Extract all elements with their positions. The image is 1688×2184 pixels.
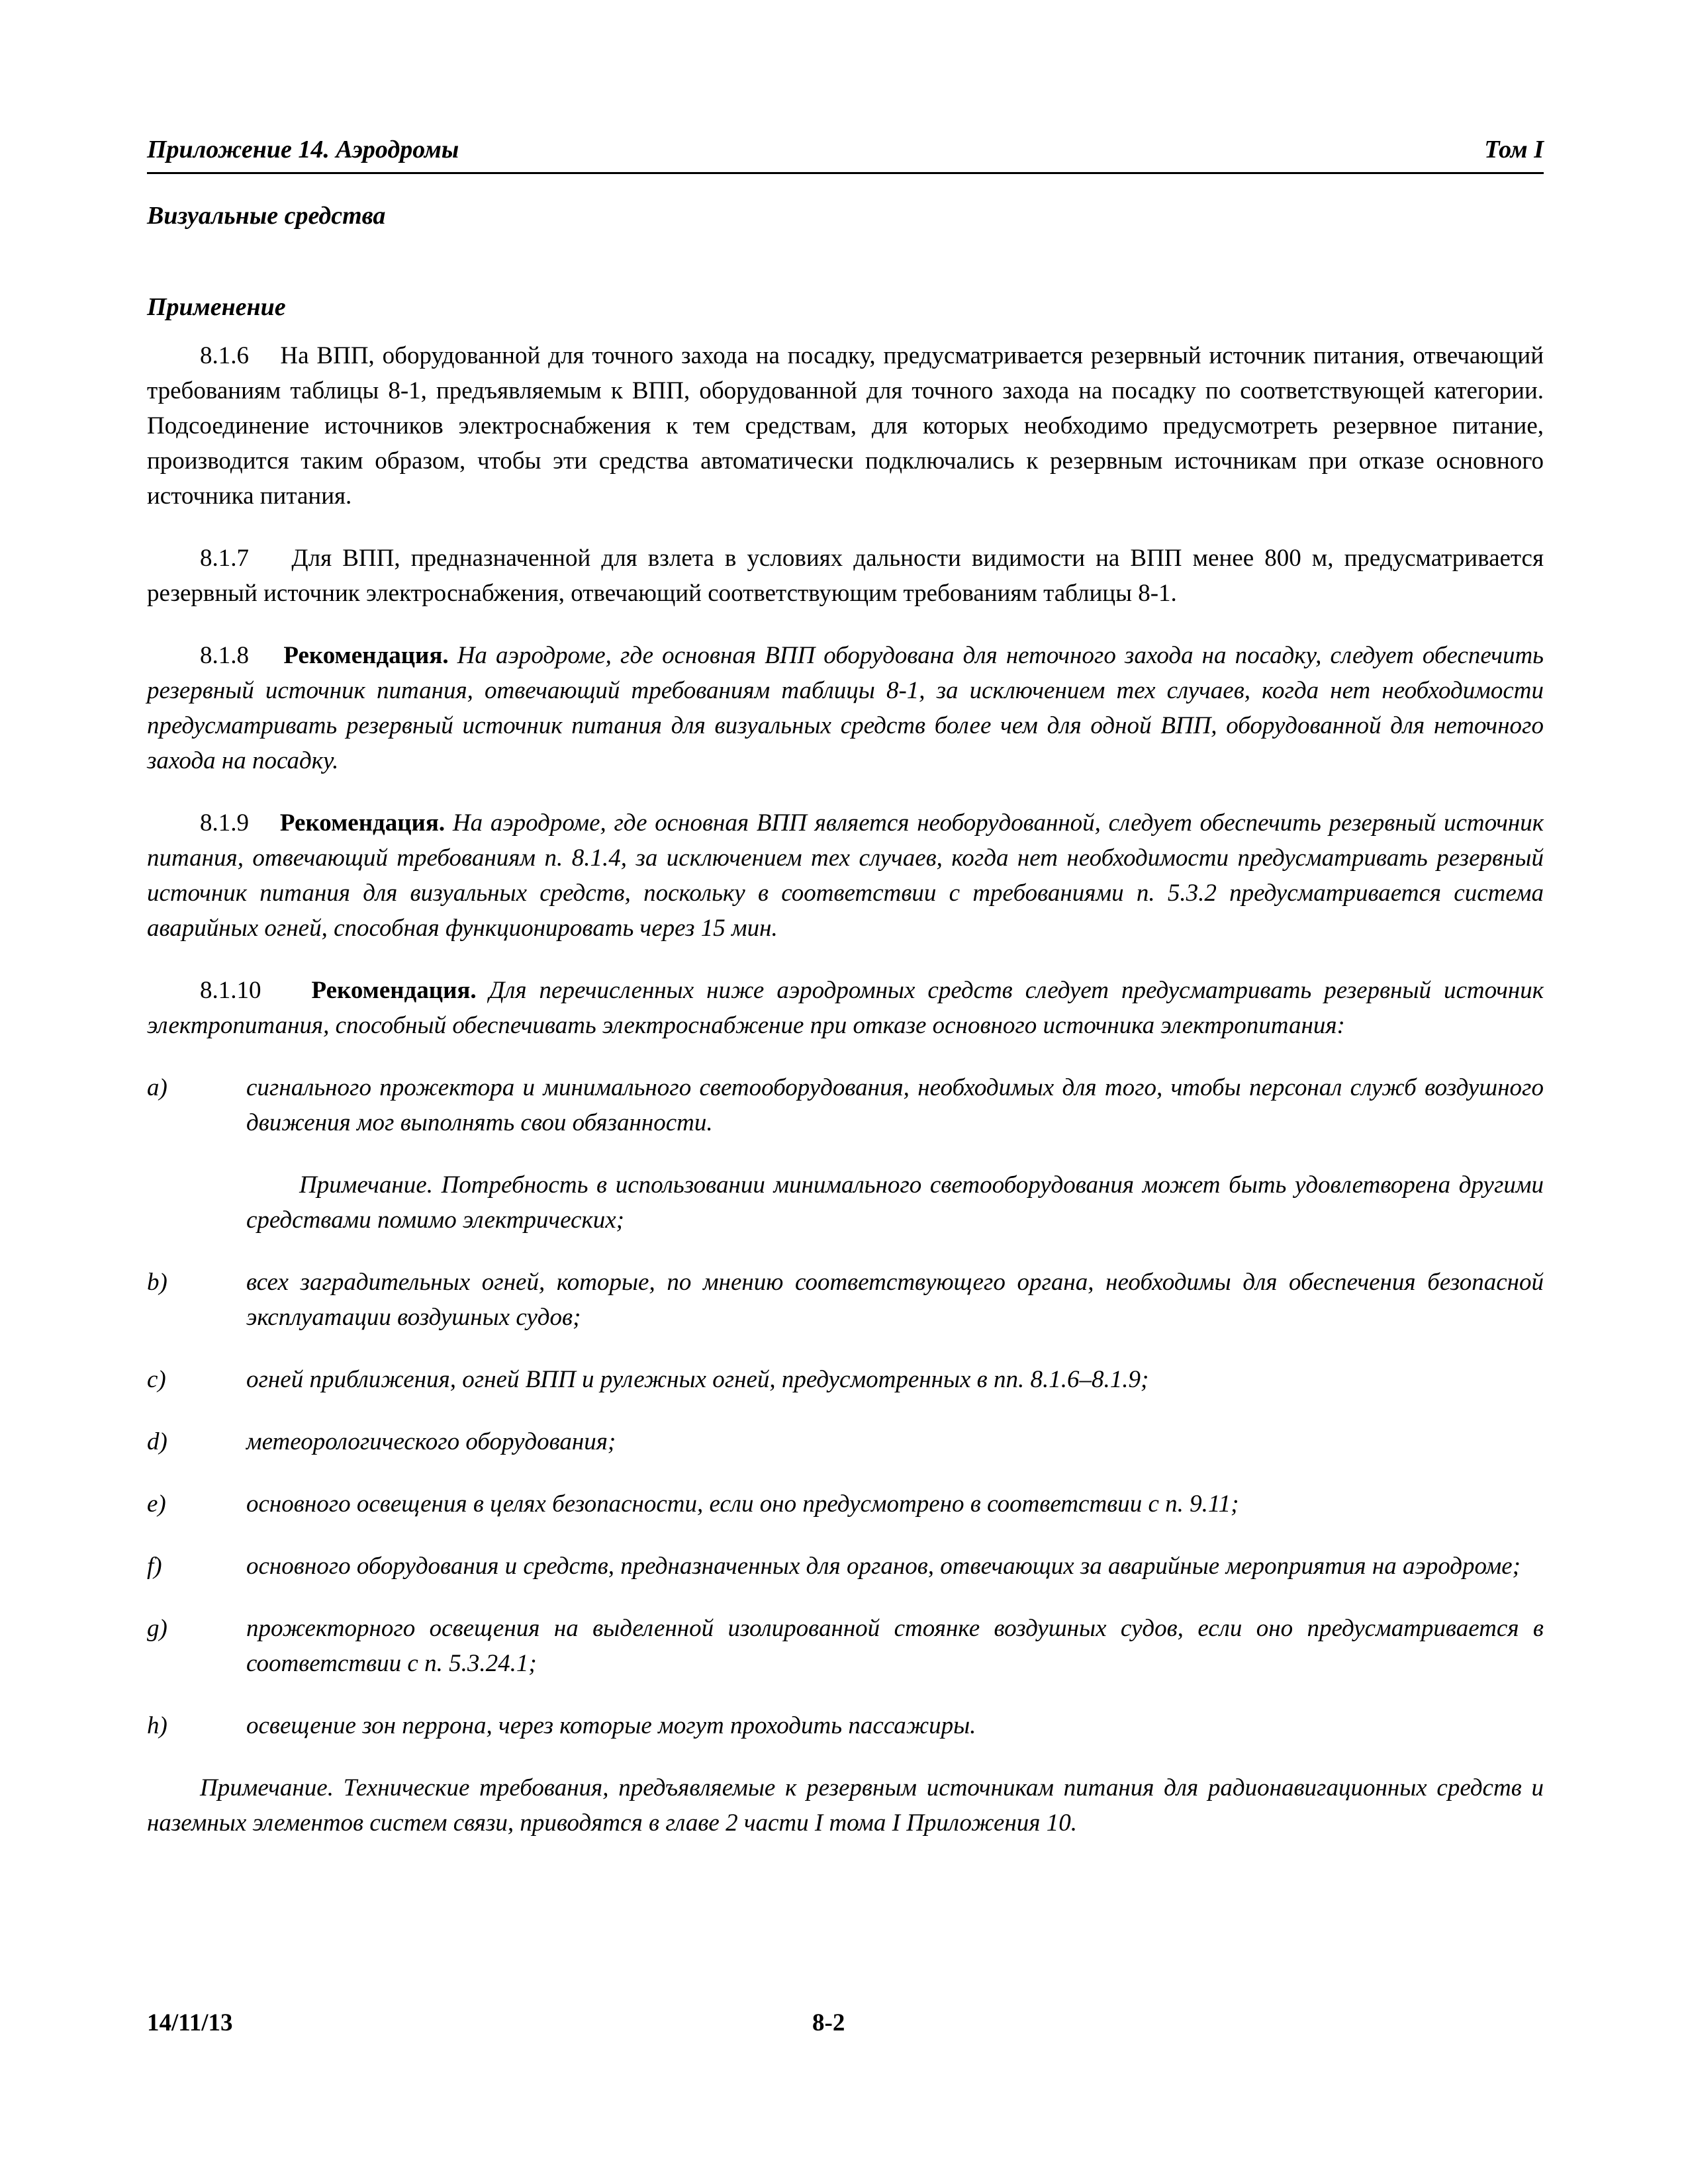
- list-item-a: [147, 1070, 1544, 1140]
- section-title: Визуальные средства: [147, 202, 386, 230]
- list-item-text: сигнального прожектора и минимального светооборудования, необходимых для того, чтобы персонал служб воздушного движения мог выполнять свои обязанности.: [246, 1074, 1544, 1136]
- list-marker: d): [147, 1428, 167, 1455]
- paragraph-number: 8.1.6: [200, 342, 249, 369]
- list-item-h: [147, 1708, 1544, 1743]
- paragraph-number: 8.1.10: [200, 977, 261, 1004]
- list-item-c: [147, 1362, 1544, 1397]
- list-item-b: [147, 1265, 1544, 1335]
- paragraph-number: 8.1.8: [200, 642, 249, 669]
- list-marker: e): [147, 1490, 166, 1518]
- list-marker: h): [147, 1712, 167, 1739]
- paragraph-text: На ВПП, оборудованной для точного захода на посадку, предусматривается резервный источник питания, отвечающий требованиям таблицы 8-1, предъявляемым к ВПП, оборудованной для точного захода на посадку по соответствующей категории. Подсоединение источников электроснабжения к тем средствам, для которых необходимо предусмотреть резервное питание, производится таким образом, чтобы эти средства автоматически подключались к резервным источникам при отказе основного источника питания.: [147, 342, 1544, 510]
- list-item-text: метеорологического оборудования;: [246, 1428, 616, 1455]
- footer-page-number: 8-2: [812, 2009, 845, 2036]
- recommendation-label: Рекомендация.: [283, 642, 449, 669]
- list-item-f: [147, 1549, 1544, 1584]
- footer-date: 14/11/13: [147, 2009, 233, 2036]
- recommendation-text: Для перечисленных ниже аэродромных средств следует предусматривать резервный источник электропитания, способный обеспечивать электроснабжение при отказе основного источника электропитания:: [147, 977, 1544, 1039]
- list-marker: b): [147, 1269, 167, 1296]
- list-item-e: [147, 1486, 1544, 1522]
- list-marker: a): [147, 1074, 167, 1101]
- list-item-text: всех заградительных огней, которые, по мнению соответствующего органа, необходимы для обеспечения безопасной эксплуатации воздушных судов;: [246, 1269, 1544, 1331]
- list-marker: c): [147, 1366, 166, 1393]
- header-document-title: Приложение 14. Аэродромы: [147, 136, 459, 163]
- list-item-text: основного оборудования и средств, предназначенных для органов, отвечающих за аварийные мероприятия на аэродроме;: [246, 1553, 1521, 1580]
- final-note: Примечание. Технические требования, предъявляемые к резервным источникам питания для радионавигационных средств и наземных элементов систем связи, приводятся в главе 2 части I тома I Приложения 10.: [147, 1774, 1544, 1837]
- paragraph-8-1-8: [147, 638, 1544, 778]
- page-content: [147, 199, 1544, 1868]
- list-item-text: основного освещения в целях безопасности, если оно предусмотрено в соответствии с п. 9.11;: [246, 1490, 1239, 1518]
- header-volume: Том I: [1484, 136, 1544, 163]
- recommendation-text: На аэродроме, где основная ВПП оборудована для неточного захода на посадку, следует обеспечить резервный источник питания, отвечающий требованиям таблицы 8-1, за исключением тех случаев, когда нет необходимости предусматривать резервный источник питания для визуальных средств более чем для одной ВПП, оборудованной для неточного захода на посадку.: [147, 642, 1544, 774]
- subsection-title: Применение: [147, 293, 286, 321]
- recommendation-label: Рекомендация.: [279, 809, 445, 837]
- list-marker: g): [147, 1615, 167, 1642]
- paragraph-number: 8.1.9: [200, 809, 249, 837]
- paragraph-8-1-9: [147, 805, 1544, 946]
- paragraph-8-1-6: [147, 338, 1544, 514]
- paragraph-text: Для ВПП, предназначенной для взлета в условиях дальности видимости на ВПП менее 800 м, предусматривается резервный источник электроснабжения, отвечающий соответствующим требованиям таблицы 8-1.: [147, 545, 1544, 607]
- paragraph-8-1-10: [147, 973, 1544, 1043]
- list-item-text: огней приближения, огней ВПП и рулежных огней, предусмотренных в пп. 8.1.6–8.1.9;: [246, 1366, 1149, 1393]
- paragraph-8-1-7: [147, 541, 1544, 611]
- list-item-text: освещение зон перрона, через которые могут проходить пассажиры.: [246, 1712, 976, 1739]
- list-item-g: [147, 1611, 1544, 1681]
- recommendation-text: На аэродроме, где основная ВПП является необорудованной, следует обеспечить резервный источник питания, отвечающий требованиям п. 8.1.4, за исключением тех случаев, когда нет необходимости предусматривать резервный источник питания для визуальных средств, поскольку в соответствии с требованиями п. 5.3.2 предусматривается система аварийных огней, способная функционировать через 15 мин.: [147, 809, 1544, 942]
- recommendation-label: Рекомендация.: [311, 977, 477, 1004]
- list-marker: f): [147, 1553, 162, 1580]
- inner-note: Примечание. Потребность в использовании минимального светооборудования может быть удовлетворена другими средствами помимо электрических;: [246, 1171, 1544, 1234]
- list-item-d: [147, 1424, 1544, 1459]
- page-header: [147, 132, 1544, 174]
- list-item-text: прожекторного освещения на выделенной изолированной стоянке воздушных судов, если оно предусматривается в соответствии с п. 5.3.24.1;: [246, 1615, 1544, 1677]
- paragraph-number: 8.1.7: [200, 545, 249, 572]
